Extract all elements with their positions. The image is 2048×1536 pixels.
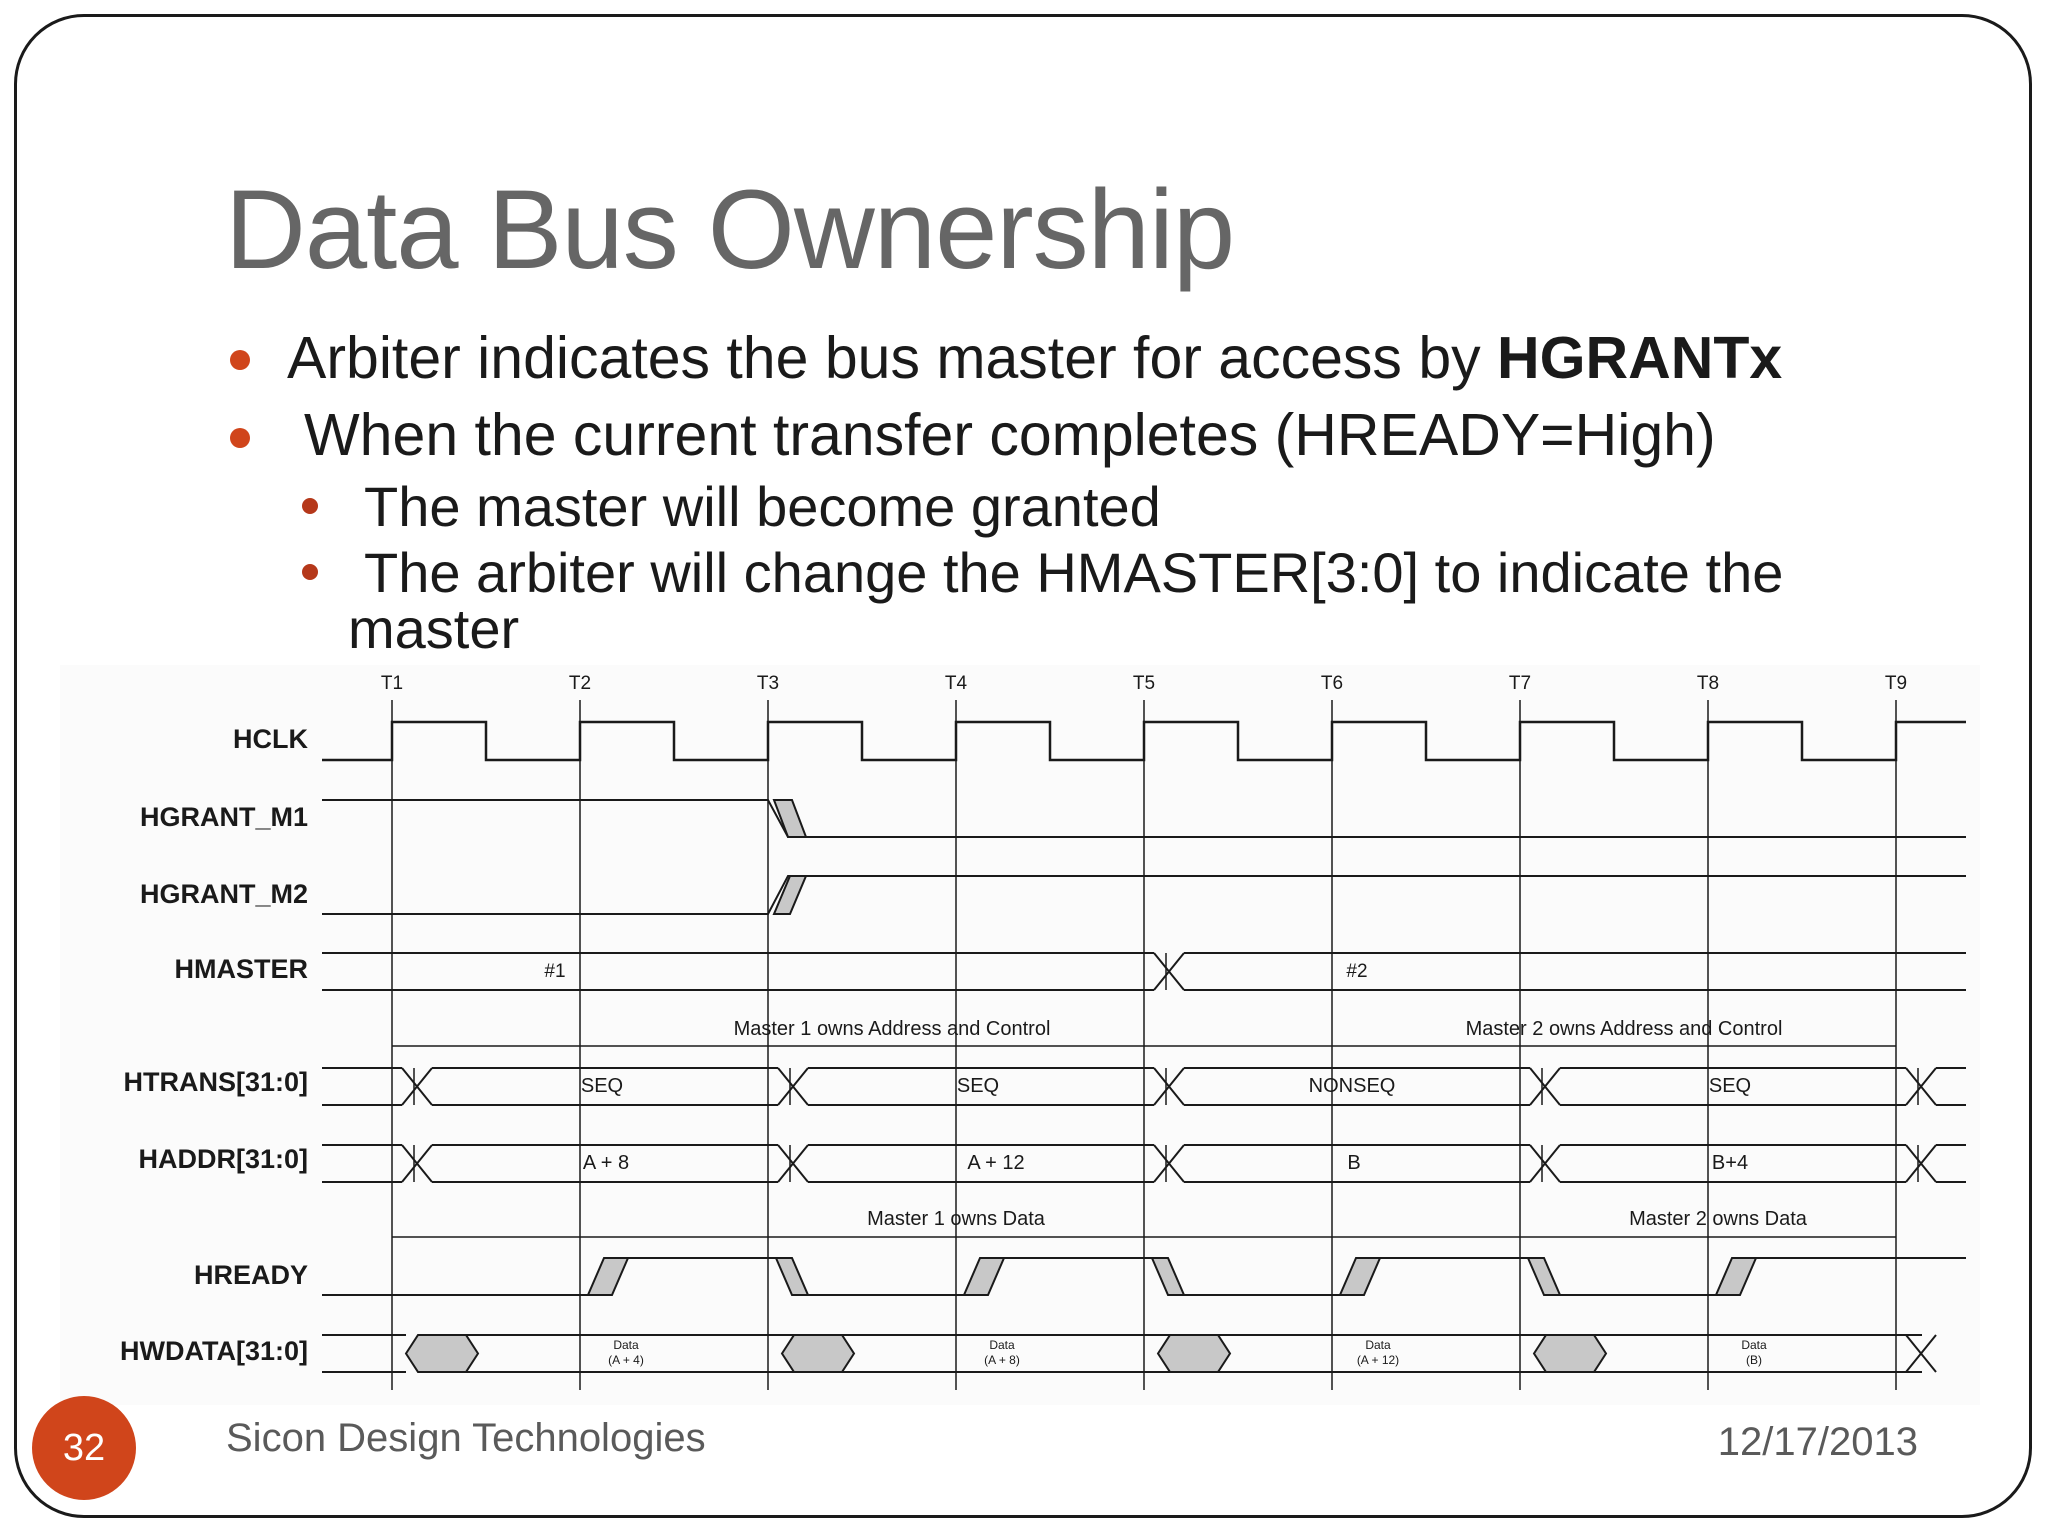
hwdata-value: Data: [613, 1338, 639, 1352]
hwdata-value: (A + 12): [1356, 1353, 1400, 1367]
cycle-label: T2: [568, 673, 592, 694]
hwdata-value: (A + 8): [984, 1353, 1020, 1367]
hwdata-value: Data: [1365, 1338, 1391, 1352]
hwdata-unknown: [406, 1335, 478, 1372]
footer-company: Sicon Design Technologies: [226, 1416, 706, 1460]
haddr-value: B: [1347, 1152, 1361, 1174]
bullet-2: When the current transfer completes (HREADY=High): [304, 402, 1716, 468]
hwdata-value: Data: [989, 1338, 1015, 1352]
haddr-value: A + 8: [582, 1152, 630, 1174]
subbullet-2: The arbiter will change the HMASTER[3:0] to indicate the: [364, 541, 1784, 604]
htrans-value: SEQ: [956, 1075, 1000, 1097]
hwdata-value: Data: [1741, 1338, 1767, 1352]
signal-label: HMASTER: [174, 954, 308, 984]
haddr-value: A + 12: [967, 1152, 1025, 1174]
subbullet-dot: [302, 498, 318, 514]
signal-label: HREADY: [193, 1260, 308, 1290]
subbullet-1: The master will become granted: [364, 475, 1161, 538]
subbullet-dot: [302, 564, 318, 580]
htrans-value: NONSEQ: [1308, 1075, 1396, 1097]
hmaster-value: #1: [544, 961, 566, 982]
htrans-value: SEQ: [580, 1075, 624, 1097]
signal-label: HWDATA[31:0]: [120, 1336, 308, 1366]
cycle-label: T5: [1132, 673, 1156, 694]
bullet-dot: [230, 350, 250, 370]
m2-data-annotation: Master 2 owns Data: [1629, 1208, 1807, 1230]
m2-addr-annotation: Master 2 owns Address and Control: [1465, 1018, 1783, 1040]
bullet-dot: [230, 428, 250, 448]
slide-number-badge: 32: [32, 1396, 136, 1500]
haddr-value: B+4: [1711, 1152, 1749, 1174]
footer-date: 12/17/2013: [1717, 1420, 1918, 1464]
timing-diagram: [60, 665, 1980, 1405]
bullet-1: [287, 324, 1782, 392]
cycle-label: T8: [1696, 673, 1720, 694]
hwdata-value: (B): [1746, 1353, 1762, 1367]
cycle-label: T7: [1508, 673, 1532, 694]
bullet-1-text: Arbiter indicates the bus master for access by: [287, 325, 1498, 391]
htrans-value: SEQ: [1708, 1075, 1752, 1097]
m1-addr-annotation: Master 1 owns Address and Control: [733, 1018, 1051, 1040]
bullet-1-bold: HGRANTx: [1497, 325, 1783, 391]
hmaster-value: #2: [1346, 961, 1368, 982]
signal-label: HADDR[31:0]: [138, 1144, 308, 1174]
signal-label: HGRANT_M1: [139, 802, 308, 832]
hwdata-unknown: [1158, 1335, 1230, 1372]
cycle-label: T9: [1884, 673, 1908, 694]
cycle-label: T6: [1320, 673, 1344, 694]
signal-label: HCLK: [233, 724, 308, 754]
hwdata-value: (A + 4): [608, 1353, 644, 1367]
subbullet-2-cont: master: [348, 597, 520, 660]
hwdata-unknown: [782, 1335, 854, 1372]
cycle-label: T4: [944, 673, 968, 694]
signal-label: HGRANT_M2: [139, 879, 308, 909]
cycle-label: T1: [380, 673, 404, 694]
hwdata-unknown: [1534, 1335, 1606, 1372]
cycle-label: T3: [756, 673, 780, 694]
slide-title: Data Bus Ownership: [225, 167, 1235, 292]
signal-label: HTRANS[31:0]: [123, 1067, 308, 1097]
m1-data-annotation: Master 1 owns Data: [867, 1208, 1045, 1230]
